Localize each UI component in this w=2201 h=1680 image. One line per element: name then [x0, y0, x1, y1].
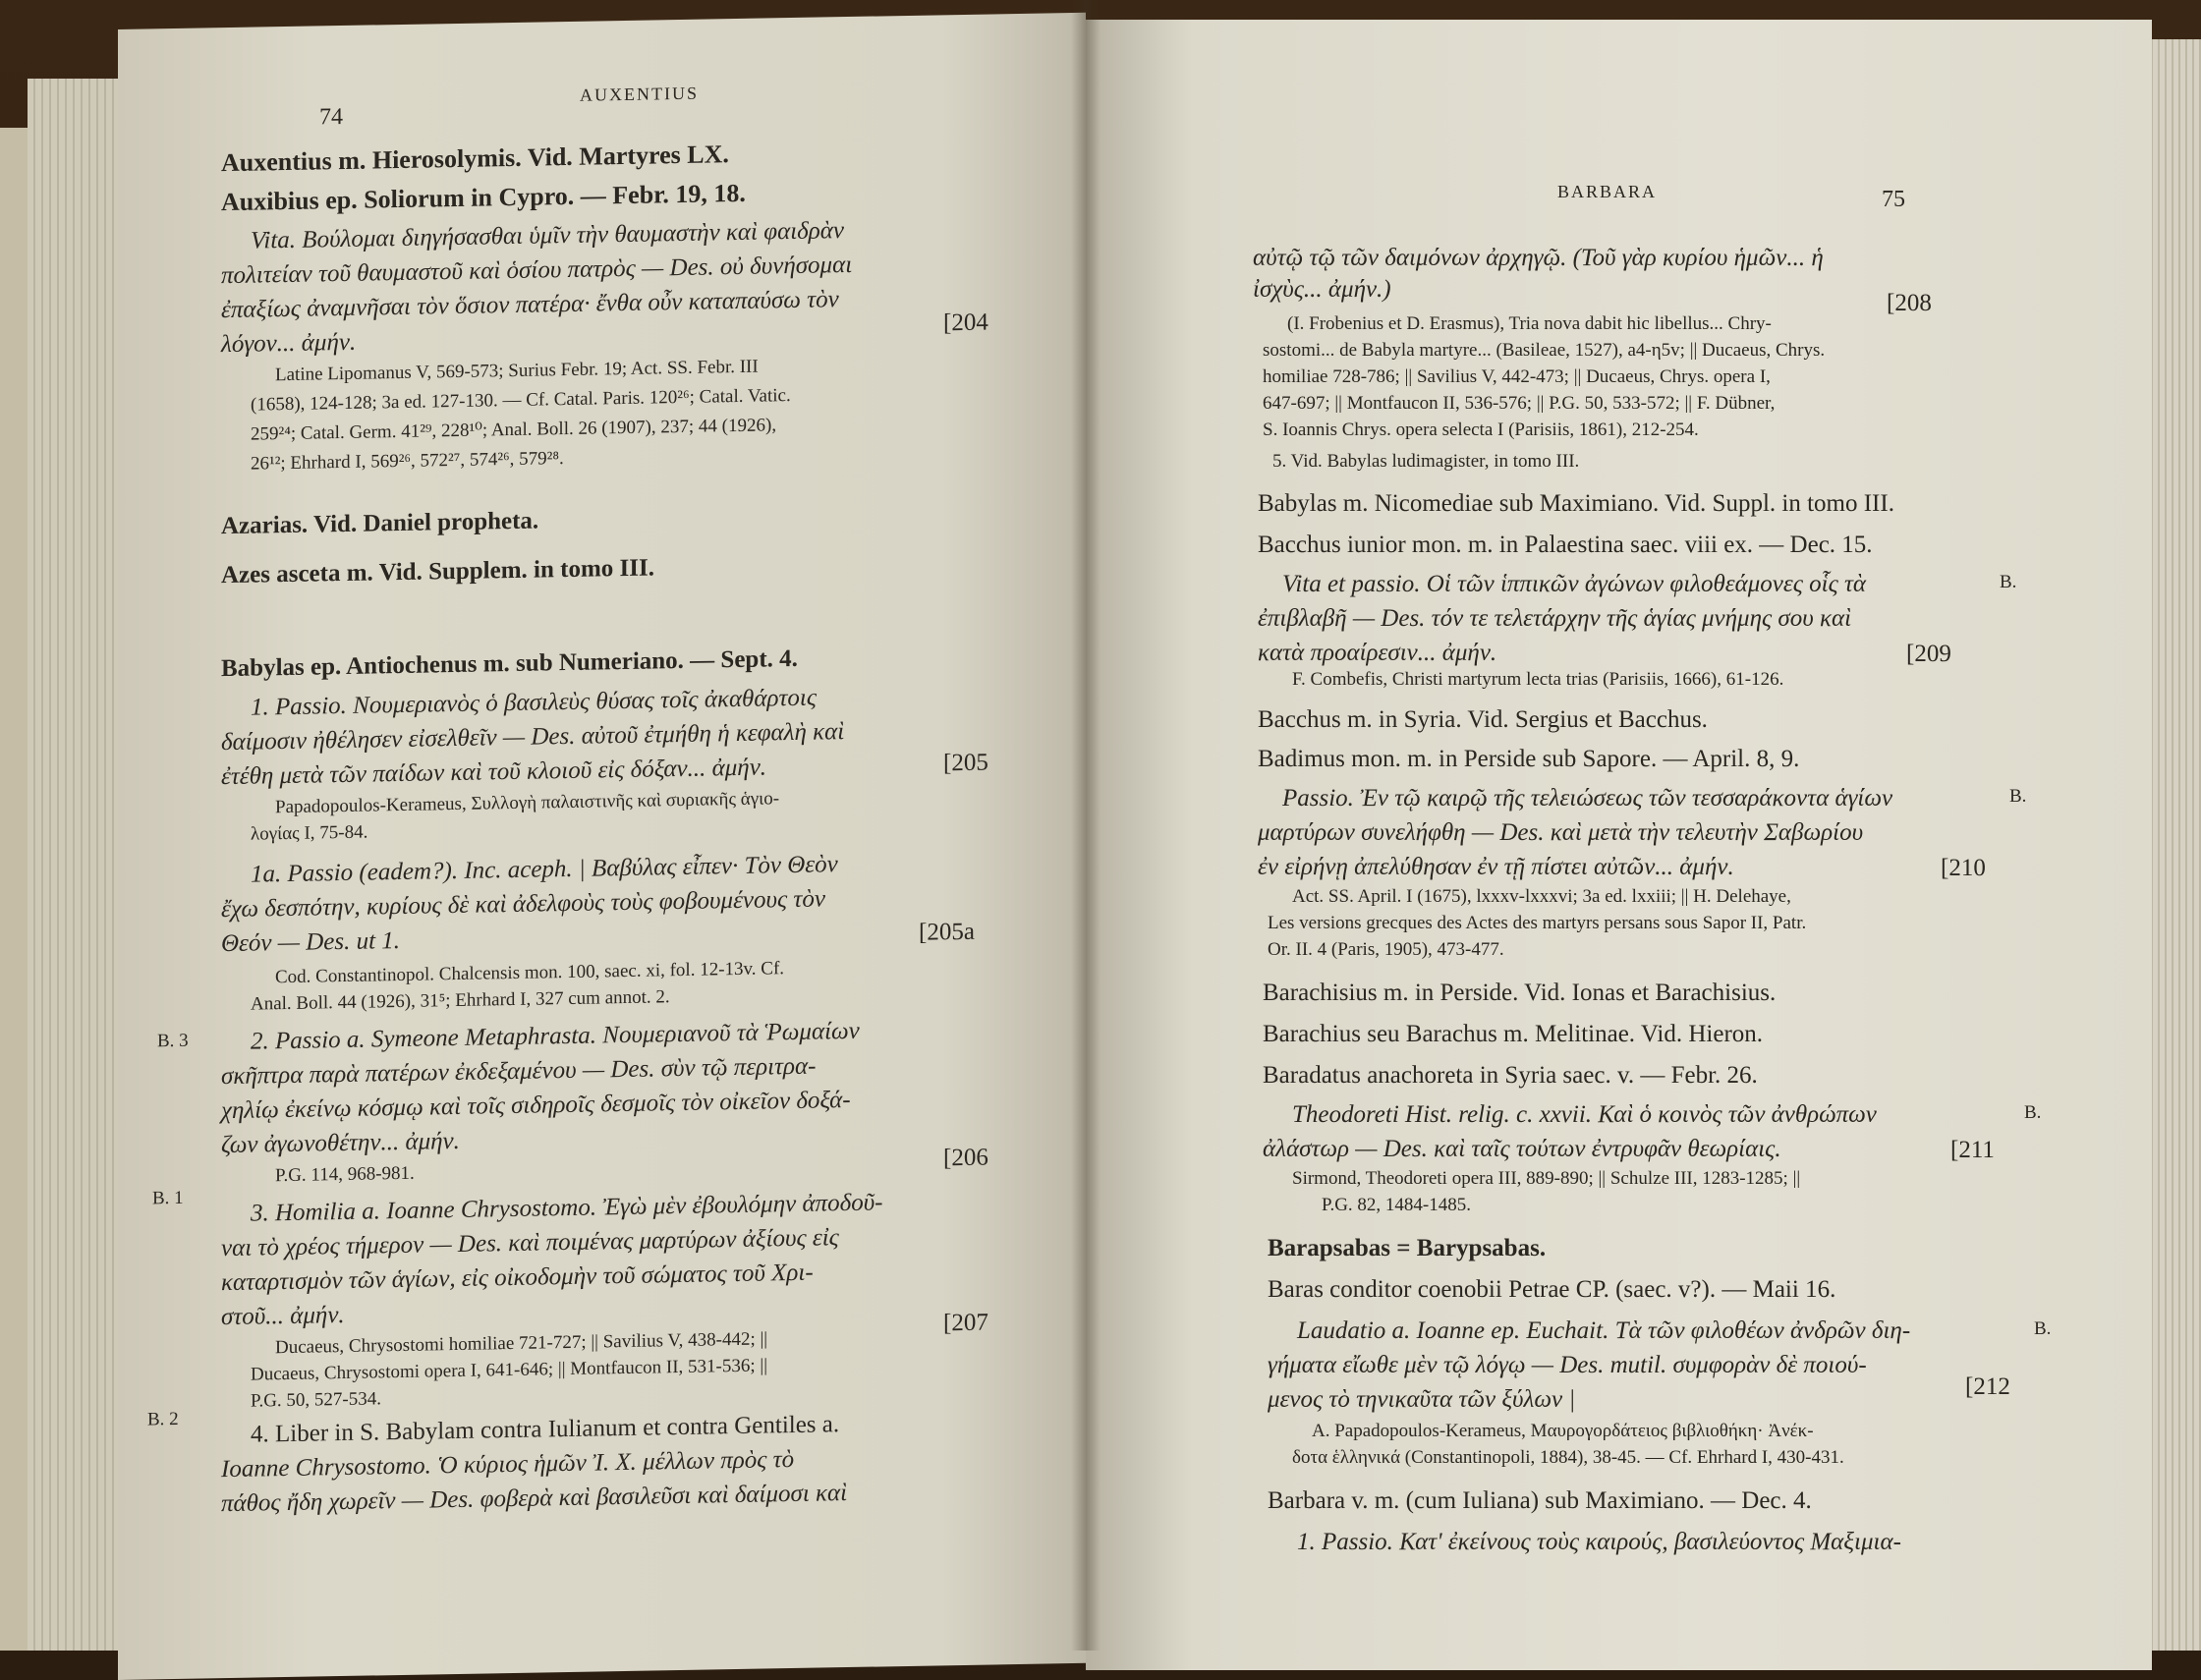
- margin-note: B.: [2034, 1318, 2052, 1339]
- text-line: 2. Passio a. Symeone Metaphrasta. Νουμεριανοῦ τὰ Ῥωμαίων: [251, 1017, 860, 1055]
- text-line: ἀλάστωρ — Des. καὶ ταῖς τούτων ἐντρυφᾶν θεωρίαις.: [1263, 1136, 1781, 1162]
- text-line: Vita. Βούλομαι διηγήσασθαι ὑμῖν τὴν θαυμαστὴν καὶ φαιδρὰν: [251, 217, 844, 254]
- entry-number: [212: [1965, 1373, 2010, 1400]
- text-line: ἔχω δεσπότην, κυρίους δὲ καὶ ἀδελφοὺς τοὺς φοβουμένους τὸν: [221, 885, 825, 924]
- entry-heading: Bacchus iunior mon. m. in Palaestina saec. viii ex. — Dec. 15.: [1258, 532, 1873, 558]
- text-line: γήματα εἴωθε μὲν τῷ λόγῳ — Des. mutil. συμφορὰν δὲ ποιού-: [1268, 1352, 1867, 1378]
- reference-line: Cod. Constantinopol. Chalcensis mon. 100, saec. xi, fol. 12-13v. Cf.: [275, 958, 785, 988]
- text-line: 1. Passio. Κατ' ἐκείνους τοὺς καιρούς, βασιλεύοντος Μαξιμια-: [1297, 1529, 1901, 1555]
- text-line: δαίμοσιν ἠθέλησεν εἰσελθεῖν — Des. αὐτοῦ ἐτμήθη ἡ κεφαλὴ καὶ: [221, 718, 845, 756]
- reference-line: F. Combefis, Christi martyrum lecta trias (Parisiis, 1666), 61-126.: [1292, 669, 1784, 690]
- entry-heading: Barachius seu Barachus m. Melitinae. Vid. Hieron.: [1263, 1021, 1764, 1047]
- entry-heading: Bacchus m. in Syria. Vid. Sergius et Bacchus.: [1258, 706, 1708, 733]
- entry-heading: Auxentius m. Hierosolymis. Vid. Martyres LX.: [221, 140, 729, 178]
- text-line: αὐτῷ τῷ τῶν δαιμόνων ἀρχηγῷ. (Τοῦ γὰρ κυρίου ἡμῶν... ἡ: [1253, 245, 1824, 271]
- text-line: 1. Passio. Νουμεριανὸς ὁ βασιλεὺς θύσας τοῖς ἀκαθάρτοις: [251, 684, 818, 721]
- text-line: 1a. Passio (eadem?). Inc. aceph. | Βαβύλας εἶπεν· Τὸν Θεὸν: [251, 851, 838, 888]
- text-line: στοῦ... ἀμήν.: [221, 1301, 345, 1331]
- text-line: 4. Liber in S. Babylam contra Iulianum et contra Gentiles a.: [251, 1411, 840, 1448]
- entry-heading: Auxibius ep. Soliorum in Cypro. — Febr. 19, 18.: [221, 178, 746, 217]
- reference-line: Sirmond, Theodoreti opera III, 889-890; || Schulze III, 1283-1285; ||: [1292, 1168, 1801, 1189]
- text-line: Laudatio a. Ioanne ep. Euchait. Τὰ τῶν φιλοθέων ἀνδρῶν διη-: [1297, 1317, 1911, 1344]
- text-line: Vita et passio. Οἱ τῶν ἱππικῶν ἀγώνων φιλοθεάμονες οἷς τὰ: [1282, 571, 1867, 597]
- entry-heading: Barbara v. m. (cum Iuliana) sub Maximiano. — Dec. 4.: [1268, 1487, 1812, 1514]
- reference-line: 259²⁴; Catal. Germ. 41²⁹, 228¹⁰; Anal. Boll. 26 (1907), 237; 44 (1926),: [251, 415, 777, 445]
- reference-line: λογίας I, 75-84.: [251, 821, 368, 845]
- right-page-number: 75: [1882, 187, 1905, 212]
- entry-number: [205: [943, 749, 988, 777]
- reference-line: Ducaeus, Chrysostomi opera I, 641-646; || Montfaucon II, 531-536; ||: [251, 1355, 768, 1385]
- right-running-head: BARBARA: [1557, 182, 1658, 201]
- margin-note: B.: [2000, 572, 2017, 592]
- entry-number: [207: [943, 1309, 988, 1337]
- reference-line: Ducaeus, Chrysostomi homiliae 721-727; || Savilius V, 438-442; ||: [275, 1328, 768, 1359]
- reference-line: A. Papadopoulos-Kerameus, Μαυρογορδάτειος βιβλιοθήκη· Ἀνέκ-: [1312, 1421, 1814, 1441]
- margin-note: B.: [2024, 1102, 2042, 1123]
- text-line: ναι τὸ χρέος τήμερον — Des. καὶ ποιμένας μαρτύρων ἀξίους εἰς: [221, 1224, 839, 1262]
- reference-line: homiliae 728-786; || Savilius V, 442-473; || Ducaeus, Chrys. opera I,: [1263, 366, 1771, 387]
- entry-number: [206: [943, 1144, 988, 1172]
- text-line: 5. Vid. Babylas ludimagister, in tomo III.: [1272, 451, 1580, 472]
- text-line: σκῆπτρα παρὰ πατέρων ἐκδεξαμένου — Des. σὺν τῷ περιτρα-: [221, 1052, 817, 1091]
- entry-heading: Babylas m. Nicomediae sub Maximiano. Vid. Suppl. in tomo III.: [1258, 490, 1894, 517]
- reference-line: P.G. 114, 968-981.: [275, 1162, 415, 1187]
- reference-line: Latine Lipomanus V, 569-573; Surius Febr. 19; Act. SS. Febr. III: [275, 356, 759, 386]
- reference-line: Or. II. 4 (Paris, 1905), 473-477.: [1268, 939, 1504, 960]
- text-line: ἐτέθη μετὰ τῶν παίδων καὶ τοῦ κλοιοῦ εἰς δόξαν... ἀμήν.: [221, 754, 767, 791]
- book-gutter: [1071, 0, 1100, 1651]
- entry-number: [204: [943, 308, 988, 337]
- entry-number: [205a: [919, 918, 975, 946]
- text-line: Ioanne Chrysostomo. Ὁ κύριος ἡμῶν Ἰ. Χ. μέλλων πρὸς τὸ: [221, 1445, 795, 1484]
- reference-line: Act. SS. April. I (1675), lxxxv-lxxxvi; 3a ed. lxxiii; || H. Delehaye,: [1292, 886, 1791, 907]
- entry-heading: Azarias. Vid. Daniel propheta.: [221, 507, 539, 540]
- text-line: πολιτείαν τοῦ θαυμαστοῦ καὶ ὁσίου πατρὸς — Des. οὐ δυνήσομαι: [221, 251, 853, 290]
- left-page: [118, 13, 1086, 1680]
- text-line: ζων ἀγωνοθέτην... ἀμήν.: [221, 1127, 460, 1159]
- text-line: ἐν εἰρήνῃ ἀπελύθησαν ἐν τῇ πίστει αὐτῶν... ἀμήν.: [1258, 854, 1734, 880]
- reference-line: (I. Frobenius et D. Erasmus), Tria nova dabit hic libellus... Chry-: [1287, 313, 1772, 334]
- text-line: καταρτισμὸν τῶν ἁγίων, εἰς οἰκοδομὴν τοῦ σώματος τοῦ Χρι-: [221, 1259, 814, 1297]
- reference-line: Anal. Boll. 44 (1926), 31⁵; Ehrhard I, 327 cum annot. 2.: [251, 986, 670, 1015]
- reference-line: Papadopoulos-Kerameus, Συλλογὴ παλαιστινῆς καὶ συριακῆς ἁγιο-: [275, 788, 780, 818]
- entry-heading: Babylas ep. Antiochenus m. sub Numeriano. — Sept. 4.: [221, 644, 798, 683]
- margin-note: B. 1: [152, 1187, 184, 1209]
- reference-line: Les versions grecques des Actes des martyrs persans sous Sapor II, Patr.: [1268, 913, 1807, 933]
- entry-number: [208: [1887, 290, 1932, 316]
- reference-line: S. Ioannis Chrys. opera selecta I (Parisiis, 1861), 212-254.: [1263, 420, 1699, 440]
- text-line: Passio. Ἐν τῷ καιρῷ τῆς τελειώσεως τῶν τεσσαράκοντα ἁγίων: [1282, 785, 1893, 812]
- left-running-head: AUXENTIUS: [580, 83, 699, 105]
- right-page: [1086, 20, 2152, 1670]
- reference-line: sostomi... de Babyla martyre... (Basileae, 1527), a4-η5v; || Ducaeus, Chrys.: [1263, 340, 1826, 361]
- reference-line: 26¹²; Ehrhard I, 569²⁶, 572²⁷, 574²⁶, 579²⁸.: [251, 448, 564, 475]
- margin-note: B.: [2009, 786, 2027, 807]
- entry-heading: Badimus mon. m. in Perside sub Sapore. — April. 8, 9.: [1258, 746, 1800, 772]
- text-line: μαρτύρων συνελήφθη — Des. καὶ μετὰ τὴν τελευτὴν Σαβωρίου: [1258, 819, 1864, 846]
- text-line: μενος τὸ τηνικαῦτα τῶν ξύλων |: [1268, 1386, 1576, 1413]
- entry-number: [209: [1906, 641, 1951, 667]
- text-line: λόγον... ἀμήν.: [221, 328, 357, 359]
- text-line: 3. Homilia a. Ioanne Chrysostomo. Ἐγὼ μὲν ἐβουλόμην ἀποδοῦ-: [251, 1189, 883, 1227]
- text-line: ἐπαξίως ἀναμνῆσαι τὸν ὅσιον πατέρα· ἔνθα οὖν καταπαύσω τὸν: [221, 286, 839, 324]
- reference-line: 647-697; || Montfaucon II, 536-576; || P.G. 50, 533-572; || F. Dübner,: [1263, 393, 1776, 414]
- text-line: ἰσχὺς... ἀμήν.): [1253, 276, 1391, 303]
- entry-heading: Baras conditor coenobii Petrae CP. (saec. v?). — Maii 16.: [1268, 1276, 1836, 1303]
- entry-heading: Azes asceta m. Vid. Supplem. in tomo III.: [221, 554, 654, 589]
- left-page-number: 74: [319, 104, 343, 131]
- entry-number: [210: [1941, 855, 1986, 881]
- text-line: κατὰ προαίρεσιν... ἀμήν.: [1258, 640, 1497, 666]
- margin-note: B. 2: [147, 1408, 179, 1430]
- reference-line: P.G. 50, 527-534.: [251, 1388, 382, 1412]
- text-line: χηλίῳ ἐκείνῳ κόσμῳ καὶ τοῖς σιδηροῖς δεσμοῖς τὸν οἰκεῖον δοξά-: [221, 1086, 851, 1125]
- text-line: πάθος ἤδη χωρεῖν — Des. φοβερὰ καὶ βασιλεῦσι καὶ δαίμοσι καὶ: [221, 1480, 848, 1518]
- entry-number: [211: [1950, 1137, 1995, 1163]
- reference-line: (1658), 124-128; 3a ed. 127-130. — Cf. Catal. Paris. 120²⁶; Catal. Vatic.: [251, 385, 791, 416]
- text-line: Theodoreti Hist. relig. c. xxvii. Καὶ ὁ κοινὸς τῶν ἀνθρώπων: [1292, 1101, 1877, 1128]
- entry-heading: Barachisius m. in Perside. Vid. Ionas et Barachisius.: [1263, 980, 1777, 1006]
- reference-line: P.G. 82, 1484-1485.: [1322, 1195, 1472, 1215]
- margin-note: B. 3: [157, 1030, 189, 1052]
- reference-line: δοτα ἑλληνικά (Constantinopoli, 1884), 38-45. — Cf. Ehrhard I, 430-431.: [1292, 1447, 1844, 1468]
- text-line: Θεόν — Des. ut 1.: [221, 926, 401, 958]
- entry-heading: Baradatus anachoreta in Syria saec. v. — Febr. 26.: [1263, 1062, 1758, 1089]
- text-line: ἐπιβλαβῆ — Des. τόν τε τελετάρχην τῆς ἁγίας μνήμης σου καὶ: [1258, 605, 1852, 632]
- entry-heading: Barapsabas = Barypsabas.: [1268, 1235, 1547, 1261]
